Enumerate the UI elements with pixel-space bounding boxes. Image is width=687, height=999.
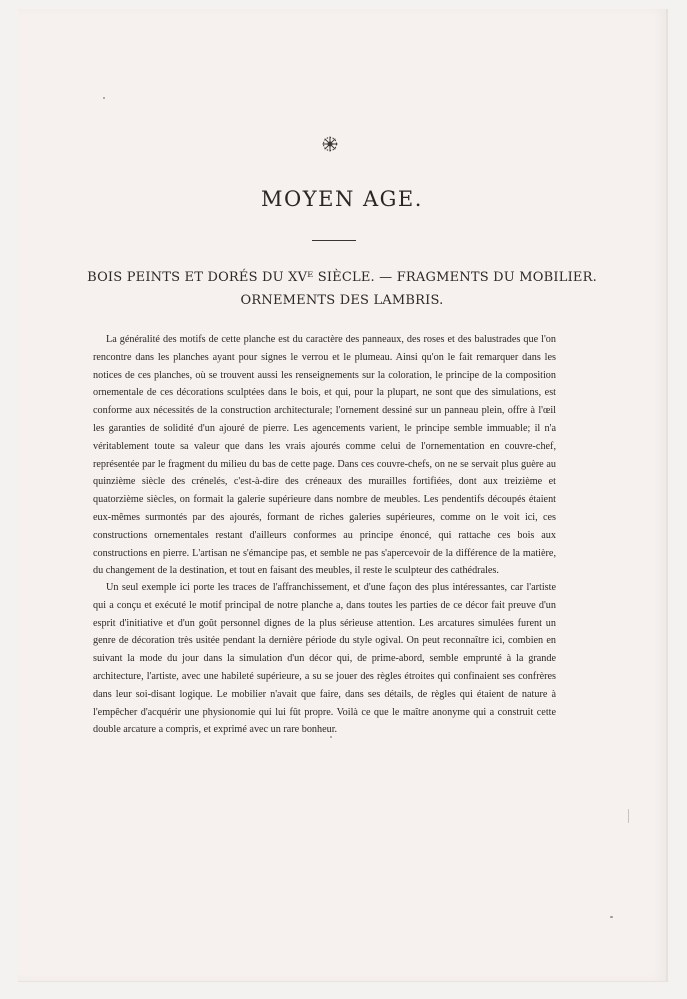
rosette-icon xyxy=(322,136,338,152)
paper-speck xyxy=(628,809,629,823)
body-paragraph-2: Un seul exemple ici porte les traces de l'affranchissement, et d'une façon des plus intéressantes, car l'artiste qui a conçu et exécuté le motif principal de notre planche a, dans toutes les parties de ce décor fait preuve d'un esprit d'initiative et d'un goût personnel dignes de la plus sérieuse attention. Les arcatures simulées furent un genre de décoration très usitée pendant la dernière période du style ogival. On peut reconnaître ici, combien en suivant la mode du jour dans la simulation d'un décor qui, de prime-abord, semble emprunté à la grande architecture, l'artiste, avec une habileté supérieure, a su se jouer des règles étroites qui confinaient ses confrères dans leur soi-disant logique. Le mobilier n'avait que faire, dans ses détails, de règles qui étaient de nature à l'empêcher d'acquérir une physionomie qui lui fût propre. Voilà ce que le maître anonyme qui a construit cette double arcature a compris, et exprimé avec un rare bonheur. xyxy=(93,582,556,736)
paper-speck xyxy=(103,97,105,99)
document-page xyxy=(18,9,668,982)
subtitle-line-2: ORNEMENTS DES LAMBRIS. xyxy=(240,293,444,308)
subtitle-line-1: BOIS PEINTS ET DORÉS DU XVᴱ SIÈCLE. — FRAGMENTS DU MOBILIER. xyxy=(87,270,597,285)
paper-speck xyxy=(610,916,613,918)
title-divider xyxy=(312,240,356,241)
page-title: MOYEN AGE. xyxy=(261,187,423,211)
body-paragraph-1: La généralité des motifs de cette planche est du caractère des panneaux, des roses et des balustrades que l'on rencontre dans les planches ayant pour signes le verrou et le plumeau. Ainsi qu'on le fait remarquer dans les notices de ces planches, où se trouvent aussi les renseignements sur la coloration, le principe de la composition ornementale de ces décorations sculptées dans le bois, et qui, pour la plupart, ne sont que des simulations, est conforme aux nécessités de la construction architecturale; l'ornement dessiné sur un panneau plein, offre à l'œil les garanties de solidité d'un ajouré de pierre. Les agencements varient, le principe semble immuable; il n'a véritablement toute sa valeur que dans les vrais ajourés comme celui de l'ornementation en couvre-chef, représentée par le fragment du milieu du bas de cette page. Dans ces couvre-chefs, on ne se servait plus guère au quinzième siècle des crénelés, c'est-à-dire des créneaux des murailles fortifiées, dont aux treizième et quatorzième siècles, on formait la galerie supérieure dans nombre de meubles. Les pendentifs découpés étaient eux-mêmes surmontés par des ajourés, formant de riches galeries supérieures, comme on le voit ici, ces constructions ornementales restant d'ailleurs conformes au principe énoncé, qui rattache ces bois aux constructions en pierre. L'artisan ne s'émancipe pas, et semble ne pas s'apercevoir de la différence de la matière, du changement de la destination, et tout en faisant des meubles, il reste le sculpteur des cathédrales. xyxy=(93,334,556,577)
paper-speck xyxy=(330,736,332,738)
